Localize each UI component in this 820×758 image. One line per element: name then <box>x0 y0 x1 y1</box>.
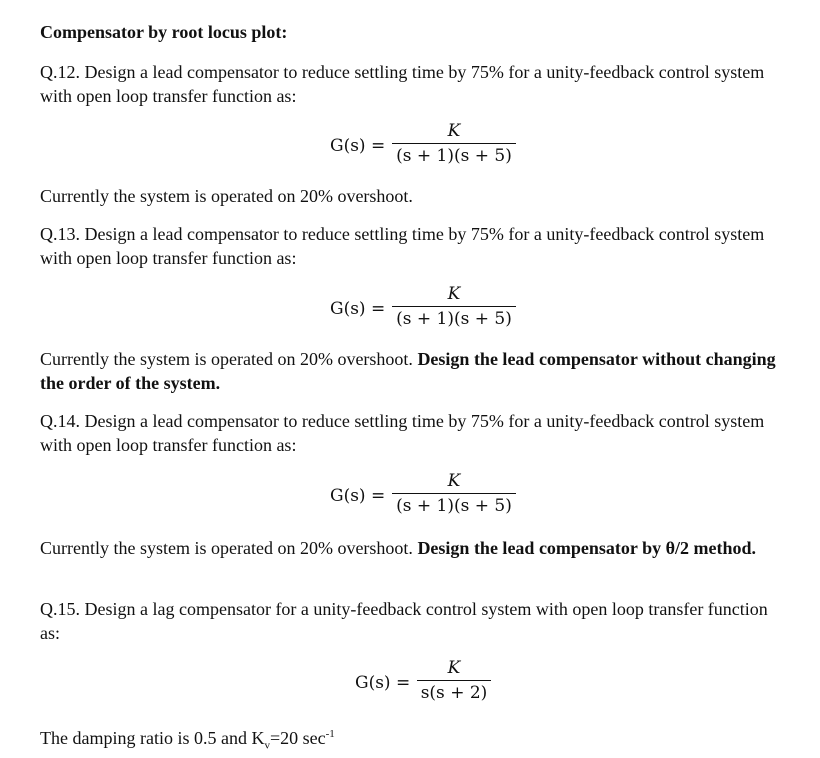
q14-note <box>40 536 780 560</box>
q14-eq-fraction-bar <box>392 493 516 494</box>
q15-eq-fraction-bar <box>417 680 491 681</box>
q13-eq-lhs: G(s) = <box>330 299 386 319</box>
q14-eq-fraction <box>392 470 516 517</box>
q15-note-pre: The damping ratio is 0.5 and K <box>40 728 265 748</box>
q12-eq-fraction <box>392 120 516 167</box>
q14-note-bold: Design the lead compensator by θ/2 method. <box>417 538 757 558</box>
q12-eq-fraction-bar <box>392 143 516 144</box>
q14-intro: Q.14. Design a lead compensator to reduce settling time by 75% for a unity-feedback control system with open loop transfer function as: <box>40 411 765 455</box>
q15-note-subscript: v <box>264 739 270 752</box>
q14-eq-numerator: K <box>447 471 461 491</box>
q15-eq-fraction <box>417 657 491 704</box>
q15-intro: Q.15. Design a lag compensator for a unity-feedback control system with open loop transfer function as: <box>40 599 768 643</box>
section-heading: Compensator by root locus plot: <box>40 22 288 42</box>
q13-note-bold: Design the lead compensator without changing the order of the system. <box>40 349 776 393</box>
q15-note-mid: =20 sec <box>269 728 326 748</box>
q13-note <box>40 347 780 395</box>
q13-eq-denominator: (s + 1)(s + 5) <box>396 309 512 329</box>
q14-equation <box>330 470 530 524</box>
q15-equation <box>355 657 515 711</box>
q12-intro: Q.12. Design a lead compensator to reduce settling time by 75% for a unity-feedback control system with open loop transfer function as: <box>40 62 765 106</box>
q14-eq-denominator: (s + 1)(s + 5) <box>396 496 512 516</box>
q12-eq-lhs: G(s) = <box>330 136 386 156</box>
q13-intro: Q.13. Design a lead compensator to reduce settling time by 75% for a unity-feedback control system with open loop transfer function as: <box>40 224 765 268</box>
q12-note: Currently the system is operated on 20% overshoot. <box>40 186 413 206</box>
q15-eq-denominator: s(s + 2) <box>420 683 488 703</box>
q12-eq-numerator: K <box>447 121 461 141</box>
q12-equation <box>330 120 530 174</box>
q15-eq-numerator: K <box>447 658 461 678</box>
q13-eq-fraction <box>392 283 516 330</box>
q12-eq-denominator: (s + 1)(s + 5) <box>396 146 512 166</box>
q13-note-text: Currently the system is operated on 20% overshoot. <box>40 349 413 369</box>
q15-note <box>40 722 780 758</box>
q14-eq-lhs: G(s) = <box>330 486 386 506</box>
q13-equation <box>330 283 530 337</box>
q13-eq-numerator: K <box>447 284 461 304</box>
q15-eq-lhs: G(s) = <box>355 673 411 693</box>
q13-eq-fraction-bar <box>392 306 516 307</box>
q14-note-text: Currently the system is operated on 20% overshoot. <box>40 538 413 558</box>
q15-note-superscript: -1 <box>325 728 335 740</box>
